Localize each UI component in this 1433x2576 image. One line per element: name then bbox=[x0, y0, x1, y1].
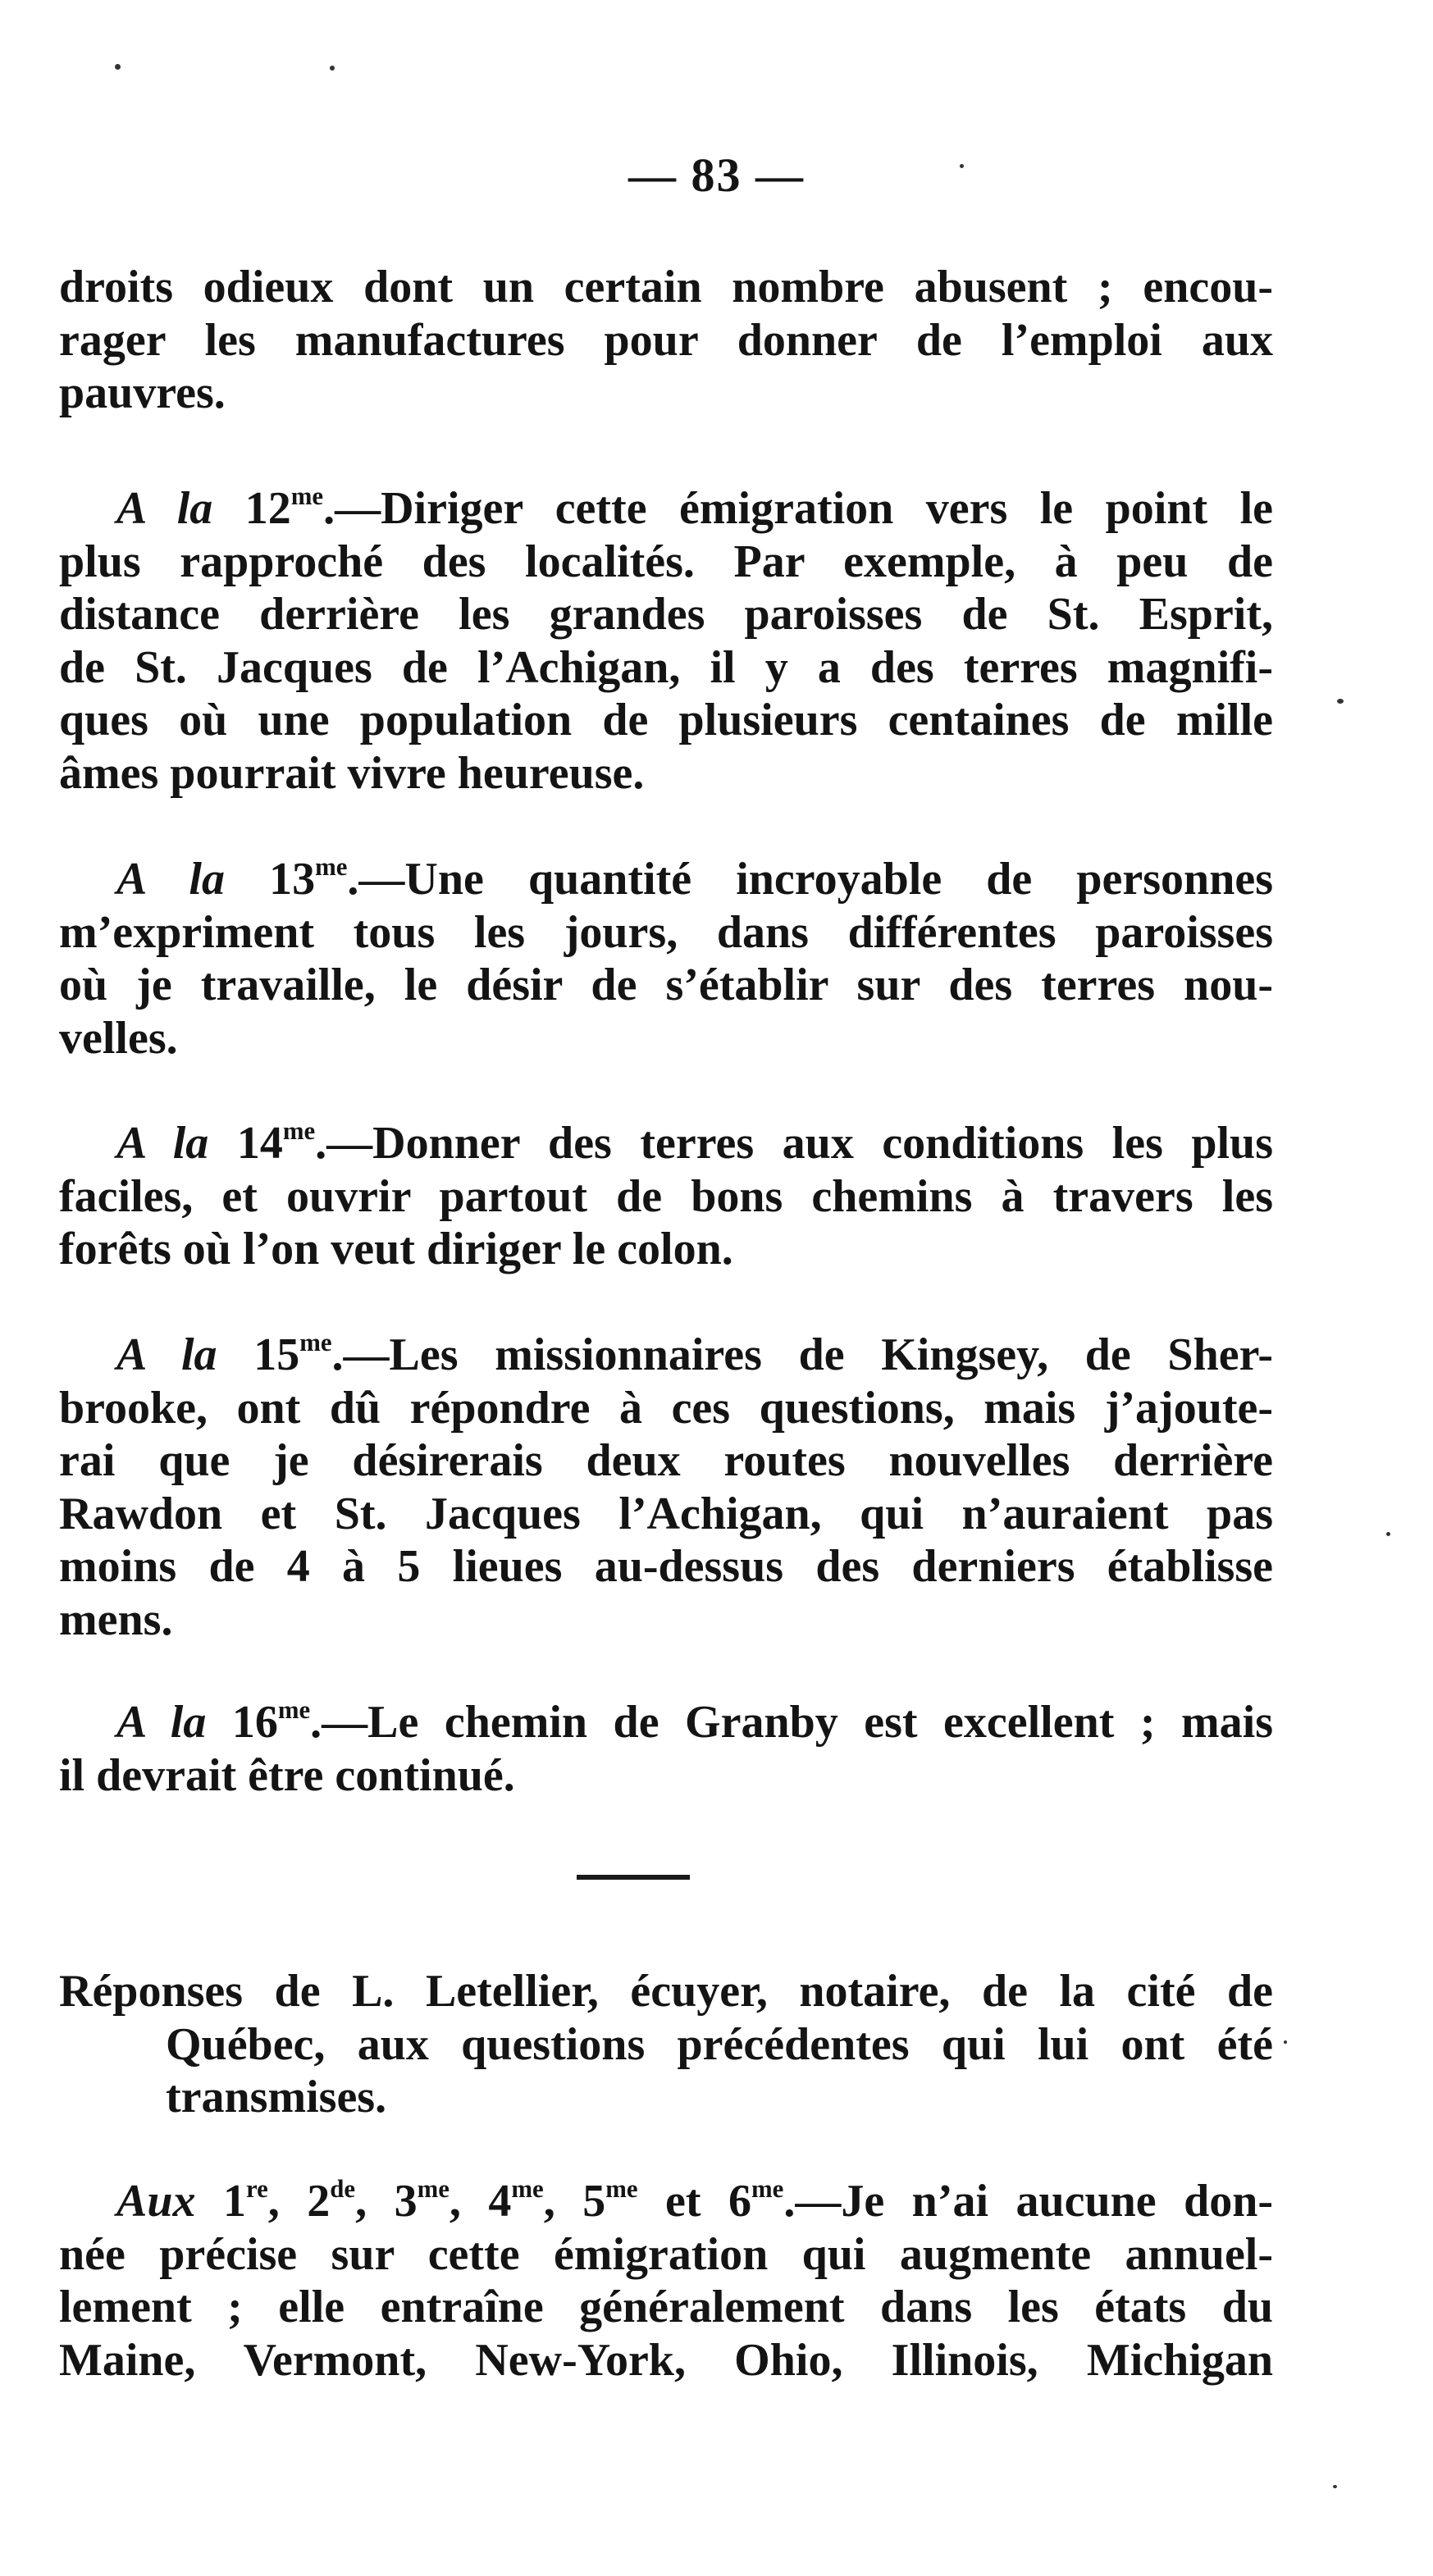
text-line: transmises. bbox=[166, 2072, 387, 2122]
ordinal-suffix: me bbox=[605, 2174, 638, 2203]
text-line: lement ; elle entraîne généralement dans les états du bbox=[59, 2282, 1273, 2332]
answer-paragraph-15 bbox=[59, 1329, 1273, 1646]
text-line: .—Diriger cette émigration vers le point le bbox=[323, 483, 1274, 534]
answer-ordinal: 14 bbox=[236, 1118, 283, 1169]
text-line: .—Donner des terres aux conditions les plus bbox=[315, 1118, 1273, 1169]
text-line: où je travaille, le désir de s’établir sur des terres nou- bbox=[59, 960, 1273, 1010]
ordinal-suffix: me bbox=[751, 2174, 784, 2203]
answer-ordinal: 1 bbox=[222, 2176, 246, 2227]
text-line: .—Les missionnaires de Kingsey, de Sher- bbox=[331, 1329, 1273, 1380]
paragraph-continuation bbox=[59, 261, 1273, 420]
answer-lead: A la bbox=[116, 1118, 209, 1169]
ordinal-suffix: me bbox=[417, 2174, 450, 2203]
ordinal-separator: et bbox=[637, 2176, 728, 2227]
scan-speck bbox=[960, 164, 964, 168]
answer-ordinal: 4 bbox=[488, 2176, 512, 2227]
ordinal-separator: , bbox=[267, 2176, 308, 2227]
ordinal-suffix: me bbox=[290, 481, 324, 510]
answer-paragraph-12 bbox=[59, 482, 1273, 800]
scan-speck bbox=[1333, 2485, 1337, 2488]
scan-speck bbox=[1386, 1532, 1390, 1536]
ordinal-suffix: de bbox=[330, 2174, 356, 2203]
text-line: faciles, et ouvrir partout de bons chemins à travers les bbox=[59, 1170, 1273, 1222]
answer-lead: Aux bbox=[116, 2176, 196, 2227]
scan-speck bbox=[115, 64, 121, 70]
text-line: mens. bbox=[59, 1593, 173, 1645]
scan-speck bbox=[1337, 699, 1344, 704]
text-line: de St. Jacques de l’Achigan, il y a des terres magnifi- bbox=[59, 641, 1273, 693]
answer-ordinal: 5 bbox=[582, 2176, 606, 2227]
text-line: droits odieux dont un certain nombre abusent ; encou- bbox=[59, 262, 1273, 312]
answer-lead: A la bbox=[116, 854, 225, 905]
text-line: brooke, ont dû répondre à ces questions, mais j’ajoute- bbox=[59, 1382, 1273, 1434]
text-line: .—Je n’ai aucune don- bbox=[783, 2176, 1274, 2227]
text-line: Réponses de L. Letellier, écuyer, notaire, de la cité de bbox=[59, 1966, 1273, 2017]
ordinal-suffix: re bbox=[245, 2174, 268, 2203]
text-line: rager les manufactures pour donner de l’emploi aux bbox=[59, 314, 1273, 366]
answer-ordinal: 12 bbox=[244, 483, 291, 534]
answer-paragraph-aux bbox=[59, 2175, 1273, 2387]
text-line: distance derrière les grandes paroisses de St. Esprit, bbox=[59, 589, 1273, 640]
ordinal-separator: , bbox=[355, 2176, 395, 2227]
answer-ordinal: 2 bbox=[307, 2176, 331, 2227]
page-number: — 83 — bbox=[628, 148, 805, 202]
answer-paragraph-13 bbox=[59, 853, 1273, 1065]
text-line: moins de 4 à 5 lieues au-dessus des derniers établisse bbox=[59, 1541, 1273, 1592]
scan-speck bbox=[1284, 2040, 1287, 2044]
text-line: âmes pourrait vivre heureuse. bbox=[59, 747, 645, 799]
section-divider bbox=[577, 1875, 690, 1880]
ordinal-separator: , bbox=[449, 2176, 489, 2227]
answer-ordinal: 3 bbox=[394, 2176, 418, 2227]
text-line: Rawdon et St. Jacques l’Achigan, qui n’auraient pas bbox=[59, 1488, 1273, 1539]
ordinal-suffix: me bbox=[315, 852, 348, 881]
text-line: m’expriment tous les jours, dans différentes paroisses bbox=[59, 906, 1273, 958]
text-line: pauvres. bbox=[59, 367, 226, 418]
ordinal-suffix: me bbox=[282, 1116, 316, 1145]
ordinal-suffix: me bbox=[277, 1695, 311, 1724]
text-line: née précise sur cette émigration qui augmente annuel- bbox=[59, 2228, 1273, 2280]
text-line: .—Une quantité incroyable de personnes bbox=[347, 854, 1273, 905]
answer-ordinal: 13 bbox=[269, 854, 316, 905]
answer-paragraph-16 bbox=[59, 1696, 1273, 1802]
answer-lead: A la bbox=[116, 483, 213, 534]
answer-ordinal: 6 bbox=[728, 2176, 751, 2227]
text-line: rai que je désirerais deux routes nouvelles derrière bbox=[59, 1435, 1273, 1486]
scan-speck bbox=[330, 66, 335, 71]
text-line: plus rapproché des localités. Par exemple, à peu de bbox=[59, 536, 1273, 587]
text-line: il devrait être continué. bbox=[59, 1749, 515, 1801]
section-heading bbox=[59, 1965, 1273, 2124]
answer-ordinal: 15 bbox=[253, 1329, 300, 1380]
text-line: .—Le chemin de Granby est excellent ; mais bbox=[310, 1697, 1274, 1748]
text-line: ques où une population de plusieurs centaines de mille bbox=[59, 695, 1273, 745]
answer-ordinal: 16 bbox=[231, 1697, 278, 1748]
text-line: Québec, aux questions précédentes qui lui ont été bbox=[166, 2018, 1273, 2070]
answer-ordinal-list bbox=[223, 2176, 783, 2227]
text-line: Maine, Vermont, New-York, Ohio, Illinois, Michigan bbox=[59, 2334, 1273, 2386]
ordinal-separator: , bbox=[543, 2176, 583, 2227]
text-line: velles. bbox=[59, 1012, 178, 1064]
ordinal-suffix: me bbox=[299, 1328, 332, 1356]
answer-lead: A la bbox=[116, 1329, 217, 1380]
answer-paragraph-14 bbox=[59, 1117, 1273, 1276]
ordinal-suffix: me bbox=[511, 2174, 544, 2203]
text-line: forêts où l’on veut diriger le colon. bbox=[59, 1224, 733, 1274]
answer-lead: A la bbox=[116, 1697, 207, 1748]
